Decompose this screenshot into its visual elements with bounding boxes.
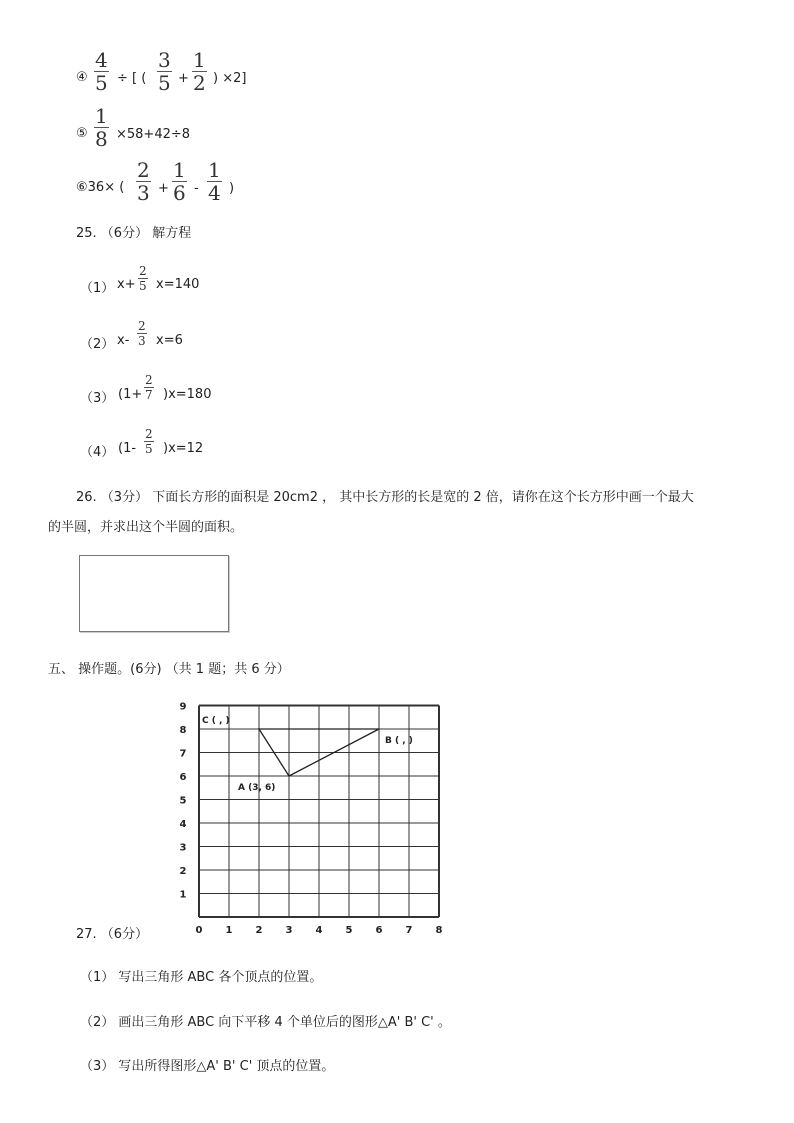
section5-title: 五、 操作题。(6分) （共 1 题；共 6 分） (48, 662, 290, 677)
numerator: 2 (138, 319, 146, 333)
expr4-fraction-3 (192, 50, 207, 93)
numerator: 1 (95, 104, 108, 128)
x-tick-label: 0 (195, 925, 203, 936)
expr5-fraction-1 (94, 106, 109, 149)
denominator: 5 (145, 442, 153, 456)
denominator: 5 (95, 71, 108, 95)
expr4-fraction-2 (157, 50, 172, 93)
y-tick-label: 5 (179, 795, 187, 807)
numerator: 4 (95, 48, 108, 72)
q27-number: 27. （6分） (76, 927, 149, 942)
x-tick-label: 4 (315, 925, 323, 936)
q25-item-pre: x+ (117, 277, 136, 292)
x-tick-label: 5 (345, 925, 353, 936)
expr5-label: ⑤ (76, 126, 88, 141)
q25-item-fraction (137, 320, 147, 347)
numerator: 2 (137, 158, 150, 182)
expr5-tail: ×58+42÷8 (116, 127, 191, 142)
y-tick-label: 6 (179, 772, 187, 783)
numerator: 2 (145, 373, 153, 387)
expr6-fraction-1 (136, 160, 151, 203)
numerator: 2 (139, 264, 147, 278)
x-tick-label: 2 (255, 925, 263, 936)
y-tick-label: 2 (179, 866, 187, 877)
expr4-op2: + (178, 71, 189, 86)
label-a: A (3, 6) (238, 783, 276, 793)
q25-title: 25. （6分） 解方程 (76, 226, 192, 241)
label-b: B ( , ) (385, 736, 413, 746)
q26-line1: 26. （3分） 下面长方形的面积是 20cm2 ， 其中长方形的长是宽的 2 倍，请你在这个长方形中画一个最大 (76, 490, 694, 505)
denominator: 5 (139, 279, 147, 293)
x-tick-label: 3 (285, 925, 293, 936)
q27-item: （3） 写出所得图形△A' B' C' 顶点的位置。 (80, 1059, 335, 1074)
q25-item-fraction (144, 374, 154, 401)
y-tick-label: 8 (179, 725, 187, 736)
numerator: 2 (145, 427, 153, 441)
denominator: 3 (137, 181, 150, 205)
expr4-tail: ) ×2] (213, 71, 247, 86)
denominator: 7 (145, 388, 153, 402)
denominator: 2 (193, 71, 206, 95)
denominator: 6 (173, 181, 186, 205)
q25-item-pre: (1+ (118, 387, 143, 402)
expr4-label: ④ (76, 70, 88, 85)
q25-item-fraction (144, 428, 154, 455)
y-tick-label: 1 (179, 889, 187, 901)
x-tick-label: 6 (375, 925, 383, 936)
q25-item-post: x=140 (156, 277, 200, 292)
q25-item-post: x=6 (156, 333, 183, 348)
expr6-tail: ) (229, 181, 235, 196)
rectangle-figure (79, 555, 229, 632)
q25-item-label: （4） (80, 445, 115, 460)
x-tick-label: 1 (225, 925, 233, 936)
q25-item-label: （1） (80, 281, 115, 296)
q25-item-pre: x- (117, 333, 130, 348)
expr4-op1: ÷ [ ( (117, 71, 147, 86)
denominator: 3 (138, 334, 146, 348)
expr6-label: ⑥36× ( (76, 180, 125, 195)
q27-item: （2） 画出三角形 ABC 向下平移 4 个单位后的图形△A' B' C' 。 (80, 1015, 451, 1030)
numerator: 1 (193, 48, 206, 72)
expr6-op2: - (194, 181, 199, 196)
expr6-fraction-2 (172, 160, 187, 203)
numerator: 1 (173, 158, 186, 182)
q25-item-post: )x=180 (163, 387, 212, 402)
numerator: 1 (208, 158, 221, 182)
denominator: 5 (158, 71, 171, 95)
x-tick-label: 8 (435, 925, 443, 936)
coordinate-grid (170, 700, 460, 945)
expr6-fraction-3 (207, 160, 222, 203)
expr4-fraction-1 (94, 50, 109, 93)
q25-item-fraction (138, 265, 148, 292)
q27-item: （1） 写出三角形 ABC 各个顶点的位置。 (80, 970, 323, 985)
y-tick-label: 4 (179, 819, 187, 830)
numerator: 3 (158, 48, 171, 72)
y-tick-label: 3 (179, 842, 187, 854)
q26-line2: 的半圆，并求出这个半圆的面积。 (48, 520, 244, 535)
y-tick-label: 7 (179, 748, 187, 760)
label-c: C ( , ) (202, 716, 230, 726)
q25-item-pre: (1- (118, 441, 137, 456)
denominator: 8 (95, 127, 108, 151)
x-tick-label: 7 (405, 925, 413, 936)
y-tick-label: 9 (179, 701, 187, 713)
denominator: 4 (208, 181, 221, 205)
q25-item-post: )x=12 (163, 441, 204, 456)
q25-item-label: （3） (80, 391, 115, 406)
expr6-op1: + (158, 181, 169, 196)
q25-item-label: （2） (80, 337, 115, 352)
